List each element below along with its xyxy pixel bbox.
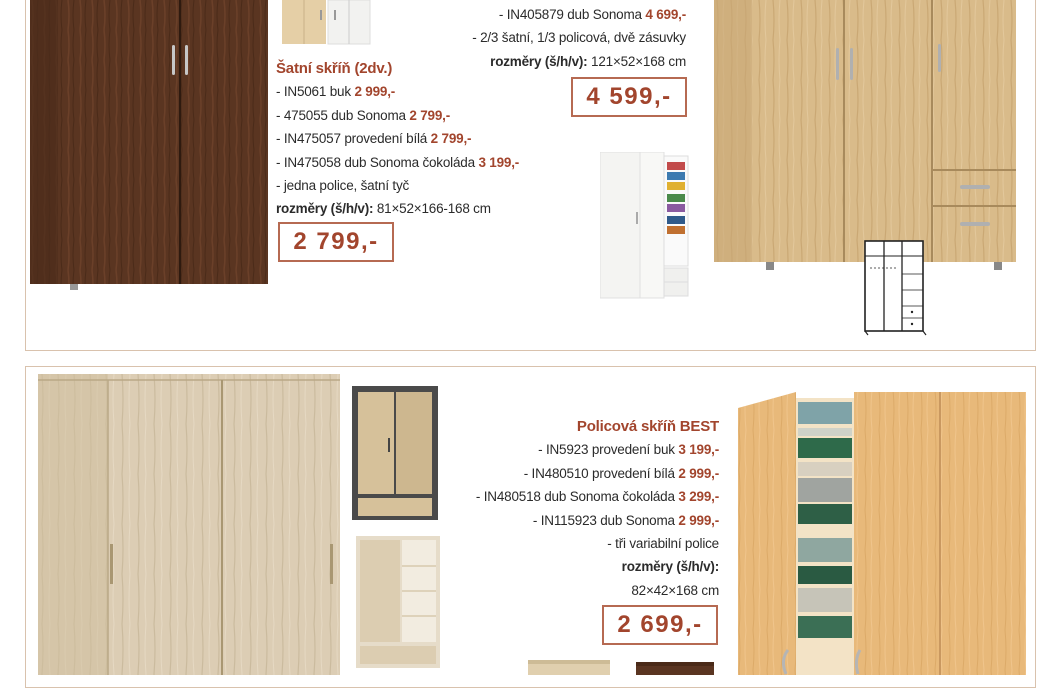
product-title: Šatní skříň (2dv.) — [276, 60, 393, 77]
dimensions-value: 82×42×168 cm — [631, 582, 719, 598]
spec-line: - IN475058 dub Sonoma čokoláda 3 199,- — [276, 154, 520, 170]
spec-line: - tři variabilní police — [607, 536, 719, 552]
policova-skrin-price-box: 2 699,- — [602, 605, 718, 645]
spec-line: - IN5923 provedení buk 3 199,- — [538, 442, 719, 458]
spec-line: - IN5061 buk 2 999,- — [276, 84, 396, 100]
sliding-door-wardrobe-image — [38, 374, 342, 675]
satni-skrin-price-box: 2 799,- — [278, 222, 394, 262]
open-sliding-wardrobe-thumb — [356, 536, 442, 670]
beech-shelf-wardrobe-image — [736, 390, 1028, 675]
dimensions-line: rozměry (š/h/v): 81×52×166-168 cm — [276, 201, 491, 217]
small-wardrobe-thumb-dark — [636, 662, 716, 675]
sonoma-3door-wardrobe-image — [714, 0, 1018, 272]
policova-skrin-specs — [440, 415, 719, 602]
small-wardrobe-thumb — [282, 0, 372, 48]
dimensions-line: rozměry (š/h/v): 121×52×168 cm — [490, 53, 686, 69]
spec-line: - IN480518 dub Sonoma čokoláda 3 299,- — [475, 489, 719, 505]
spec-line: - 475055 dub Sonoma 2 799,- — [276, 107, 450, 123]
spec-line: - 2/3 šatní, 1/3 policová, dvě zásuvky — [472, 30, 686, 46]
spec-line: - IN405879 dub Sonoma 4 699,- — [498, 7, 686, 22]
spec-line: - IN480510 provedení bílá 2 999,- — [523, 465, 719, 481]
wardrobe-line-drawing — [862, 238, 928, 336]
anthracite-sliding-wardrobe-thumb — [352, 386, 440, 522]
product-title: Policová skříň BEST — [576, 418, 719, 435]
white-wardrobe-open-image — [600, 152, 692, 300]
walnut-wardrobe-image — [30, 0, 270, 292]
satni-skrin-specs — [276, 57, 519, 221]
spec-line: - IN115923 dub Sonoma 2 999,- — [532, 512, 719, 528]
spec-line: - jedna police, šatní tyč — [276, 178, 410, 194]
dimensions-label: rozměry (š/h/v): — [621, 559, 719, 575]
top-middle-price-box: 4 599,- — [571, 77, 687, 117]
small-wardrobe-thumb-light — [528, 660, 612, 675]
spec-line: - IN475057 provedení bílá 2 799,- — [276, 131, 472, 147]
